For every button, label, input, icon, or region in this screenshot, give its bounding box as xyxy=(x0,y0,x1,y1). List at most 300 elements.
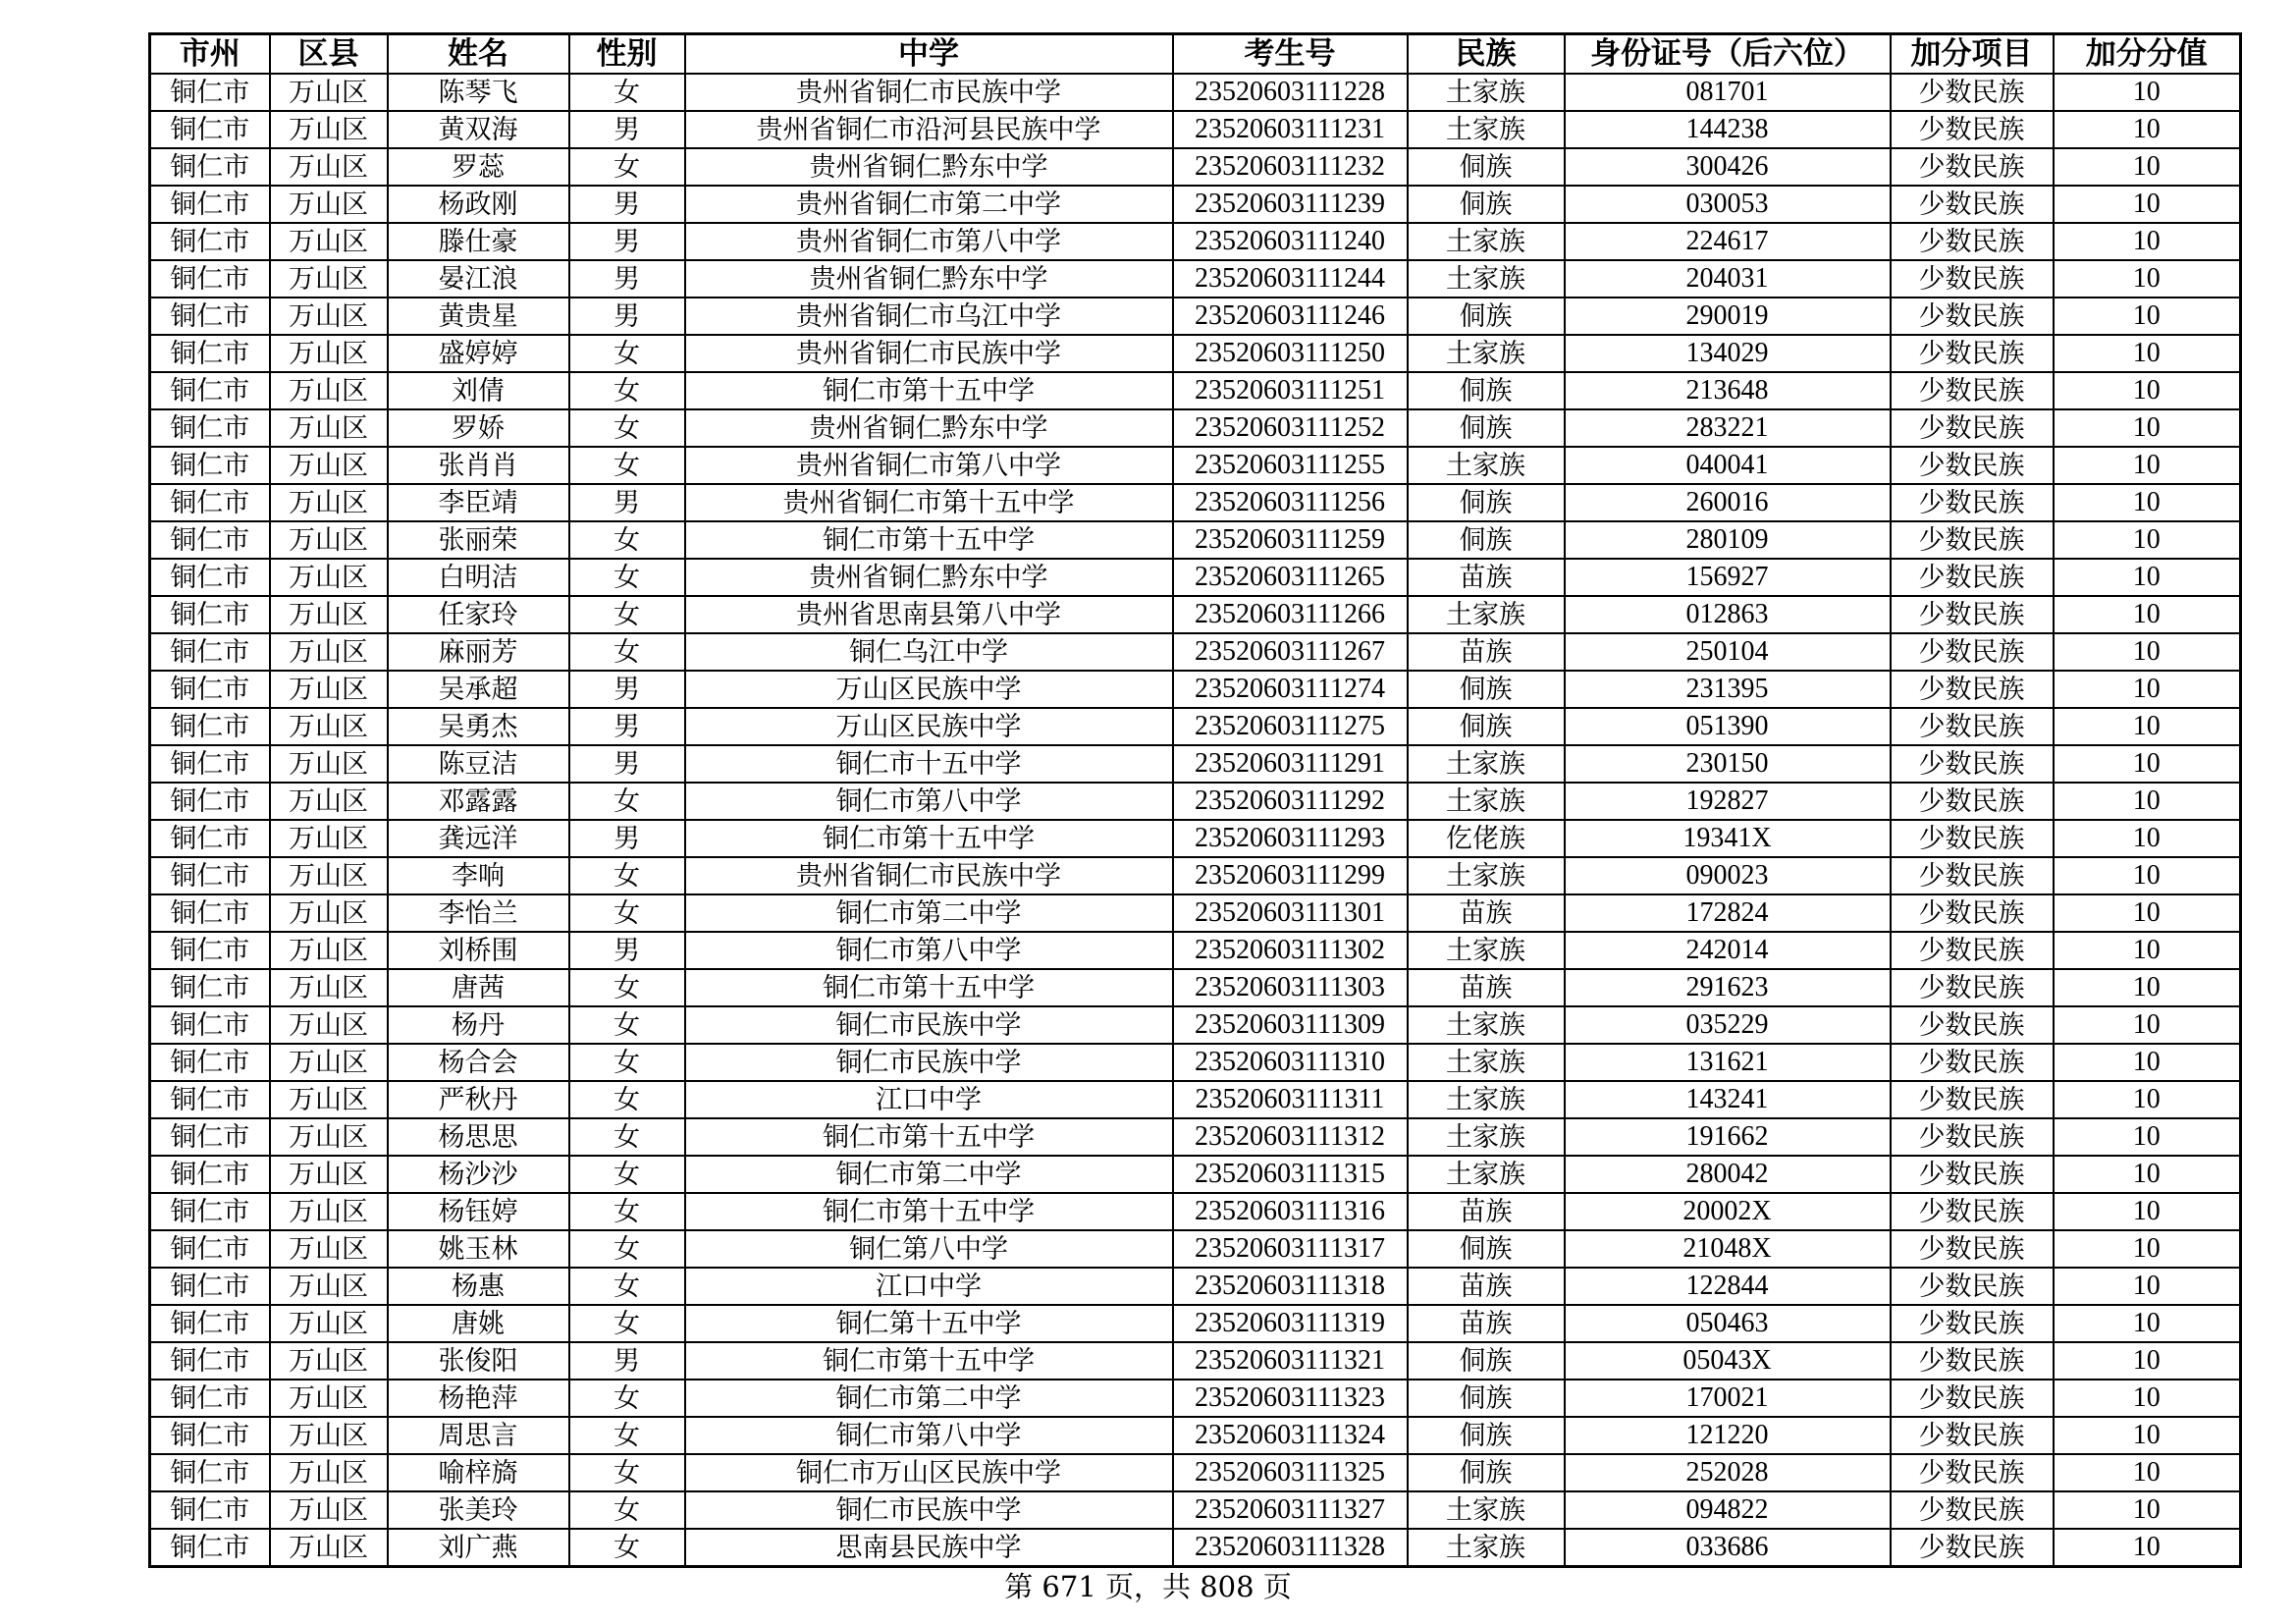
id-suffix-cell: 035229 xyxy=(1565,1006,1891,1044)
table-body xyxy=(150,74,2241,1567)
exam-number-cell: 23520603111311 xyxy=(1173,1081,1408,1118)
gender-cell: 女 xyxy=(569,633,685,671)
name-cell: 罗娇 xyxy=(388,409,569,447)
bonus-value-cell: 10 xyxy=(2054,111,2241,148)
name-cell: 麻丽芳 xyxy=(388,633,569,671)
gender-cell: 女 xyxy=(569,1268,685,1305)
bonus-item-cell: 少数民族 xyxy=(1891,820,2054,857)
id-suffix-cell: 192827 xyxy=(1565,783,1891,820)
school-cell: 铜仁市第十五中学 xyxy=(685,1118,1173,1156)
ethnicity-cell: 侗族 xyxy=(1408,409,1565,447)
school-cell: 贵州省铜仁黔东中学 xyxy=(685,148,1173,186)
ethnicity-cell: 土家族 xyxy=(1408,932,1565,969)
table-row xyxy=(150,1081,2241,1118)
bonus-item-cell: 少数民族 xyxy=(1891,559,2054,596)
ethnicity-cell: 侗族 xyxy=(1408,148,1565,186)
district-cell: 万山区 xyxy=(270,1491,388,1529)
gender-cell: 男 xyxy=(569,745,685,783)
id-suffix-cell: 291623 xyxy=(1565,969,1891,1006)
bonus-item-cell: 少数民族 xyxy=(1891,223,2054,260)
gender-header: 性别 xyxy=(569,34,685,75)
gender-cell: 女 xyxy=(569,969,685,1006)
table-row xyxy=(150,783,2241,820)
id-suffix-cell: 213648 xyxy=(1565,372,1891,409)
bonus-item-cell: 少数民族 xyxy=(1891,1118,2054,1156)
ethnicity-cell: 土家族 xyxy=(1408,1156,1565,1193)
district-cell: 万山区 xyxy=(270,298,388,335)
bonus-item-cell: 少数民族 xyxy=(1891,745,2054,783)
id-suffix-cell: 252028 xyxy=(1565,1454,1891,1491)
id-suffix-cell: 280109 xyxy=(1565,521,1891,559)
gender-cell: 男 xyxy=(569,671,685,708)
bonus-value-cell: 10 xyxy=(2054,335,2241,372)
gender-cell: 女 xyxy=(569,1006,685,1044)
school-cell: 铜仁市第八中学 xyxy=(685,1417,1173,1454)
district-cell: 万山区 xyxy=(270,148,388,186)
city-cell: 铜仁市 xyxy=(150,1230,270,1268)
gender-cell: 女 xyxy=(569,783,685,820)
city-cell: 铜仁市 xyxy=(150,447,270,484)
district-cell: 万山区 xyxy=(270,894,388,932)
city-cell: 铜仁市 xyxy=(150,969,270,1006)
district-cell: 万山区 xyxy=(270,1081,388,1118)
table-row xyxy=(150,596,2241,633)
bonus-value-cell: 10 xyxy=(2054,484,2241,521)
name-cell: 张俊阳 xyxy=(388,1342,569,1380)
bonus-value-cell: 10 xyxy=(2054,633,2241,671)
district-cell: 万山区 xyxy=(270,932,388,969)
gender-cell: 女 xyxy=(569,372,685,409)
gender-cell: 女 xyxy=(569,1193,685,1230)
table-row xyxy=(150,298,2241,335)
exam-number-cell: 23520603111239 xyxy=(1173,186,1408,223)
bonus-item-cell: 少数民族 xyxy=(1891,1230,2054,1268)
name-cell: 严秋丹 xyxy=(388,1081,569,1118)
city-cell: 铜仁市 xyxy=(150,1081,270,1118)
exam-number-cell: 23520603111309 xyxy=(1173,1006,1408,1044)
exam-number-cell: 23520603111265 xyxy=(1173,559,1408,596)
bonus-value-cell: 10 xyxy=(2054,447,2241,484)
table-row xyxy=(150,186,2241,223)
table-row xyxy=(150,409,2241,447)
gender-cell: 女 xyxy=(569,335,685,372)
city-cell: 铜仁市 xyxy=(150,745,270,783)
gender-cell: 男 xyxy=(569,932,685,969)
id-suffix-cell: 230150 xyxy=(1565,745,1891,783)
ethnicity-cell: 土家族 xyxy=(1408,260,1565,298)
district-cell: 万山区 xyxy=(270,559,388,596)
bonus-value-cell: 10 xyxy=(2054,260,2241,298)
name-cell: 杨惠 xyxy=(388,1268,569,1305)
id-suffix-cell: 280042 xyxy=(1565,1156,1891,1193)
city-cell: 铜仁市 xyxy=(150,559,270,596)
table-header-row xyxy=(150,34,2241,75)
bonus-item-cell: 少数民族 xyxy=(1891,1081,2054,1118)
bonus-value-cell: 10 xyxy=(2054,1417,2241,1454)
city-cell: 铜仁市 xyxy=(150,74,270,111)
city-cell: 铜仁市 xyxy=(150,894,270,932)
bonus-value-cell: 10 xyxy=(2054,1491,2241,1529)
gender-cell: 女 xyxy=(569,857,685,894)
bonus-value-header: 加分分值 xyxy=(2054,34,2241,75)
bonus-item-cell: 少数民族 xyxy=(1891,857,2054,894)
district-cell: 万山区 xyxy=(270,1006,388,1044)
exam-number-cell: 23520603111251 xyxy=(1173,372,1408,409)
gender-cell: 男 xyxy=(569,260,685,298)
name-header: 姓名 xyxy=(388,34,569,75)
gender-cell: 女 xyxy=(569,1305,685,1342)
school-cell: 贵州省铜仁市民族中学 xyxy=(685,857,1173,894)
bonus-item-cell: 少数民族 xyxy=(1891,1193,2054,1230)
id-suffix-cell: 050463 xyxy=(1565,1305,1891,1342)
district-cell: 万山区 xyxy=(270,484,388,521)
name-cell: 周思言 xyxy=(388,1417,569,1454)
name-cell: 张肖肖 xyxy=(388,447,569,484)
school-cell: 贵州省铜仁黔东中学 xyxy=(685,559,1173,596)
ethnicity-cell: 土家族 xyxy=(1408,596,1565,633)
bonus-item-cell: 少数民族 xyxy=(1891,671,2054,708)
bonus-value-cell: 10 xyxy=(2054,1044,2241,1081)
city-cell: 铜仁市 xyxy=(150,932,270,969)
exam-number-cell: 23520603111250 xyxy=(1173,335,1408,372)
ethnicity-cell: 土家族 xyxy=(1408,1081,1565,1118)
ethnicity-cell: 苗族 xyxy=(1408,633,1565,671)
ethnicity-cell: 侗族 xyxy=(1408,1380,1565,1417)
school-cell: 贵州省铜仁市民族中学 xyxy=(685,74,1173,111)
district-cell: 万山区 xyxy=(270,74,388,111)
table-row xyxy=(150,1268,2241,1305)
bonus-value-cell: 10 xyxy=(2054,857,2241,894)
ethnicity-cell: 苗族 xyxy=(1408,1193,1565,1230)
district-cell: 万山区 xyxy=(270,969,388,1006)
ethnicity-cell: 侗族 xyxy=(1408,1230,1565,1268)
gender-cell: 男 xyxy=(569,1342,685,1380)
district-cell: 万山区 xyxy=(270,1417,388,1454)
city-cell: 铜仁市 xyxy=(150,521,270,559)
bonus-item-cell: 少数民族 xyxy=(1891,1342,2054,1380)
city-cell: 铜仁市 xyxy=(150,111,270,148)
bonus-item-cell: 少数民族 xyxy=(1891,633,2054,671)
school-cell: 铜仁市第八中学 xyxy=(685,783,1173,820)
district-cell: 万山区 xyxy=(270,1118,388,1156)
exam-number-cell: 23520603111319 xyxy=(1173,1305,1408,1342)
id-suffix-cell: 260016 xyxy=(1565,484,1891,521)
bonus-value-cell: 10 xyxy=(2054,559,2241,596)
bonus-item-cell: 少数民族 xyxy=(1891,521,2054,559)
bonus-item-cell: 少数民族 xyxy=(1891,932,2054,969)
district-cell: 万山区 xyxy=(270,521,388,559)
gender-cell: 女 xyxy=(569,1529,685,1567)
name-cell: 吴承超 xyxy=(388,671,569,708)
city-cell: 铜仁市 xyxy=(150,484,270,521)
name-cell: 刘桥围 xyxy=(388,932,569,969)
table-row xyxy=(150,1006,2241,1044)
city-cell: 铜仁市 xyxy=(150,298,270,335)
table-row xyxy=(150,969,2241,1006)
id-suffix-cell: 144238 xyxy=(1565,111,1891,148)
gender-cell: 女 xyxy=(569,1118,685,1156)
bonus-value-cell: 10 xyxy=(2054,148,2241,186)
name-cell: 黄贵星 xyxy=(388,298,569,335)
ethnicity-header: 民族 xyxy=(1408,34,1565,75)
city-cell: 铜仁市 xyxy=(150,708,270,745)
city-cell: 铜仁市 xyxy=(150,1342,270,1380)
school-cell: 铜仁市民族中学 xyxy=(685,1044,1173,1081)
district-cell: 万山区 xyxy=(270,1342,388,1380)
ethnicity-cell: 苗族 xyxy=(1408,559,1565,596)
exam-number-cell: 23520603111244 xyxy=(1173,260,1408,298)
school-cell: 万山区民族中学 xyxy=(685,708,1173,745)
bonus-item-cell: 少数民族 xyxy=(1891,74,2054,111)
bonus-value-cell: 10 xyxy=(2054,969,2241,1006)
id-suffix-cell: 121220 xyxy=(1565,1417,1891,1454)
id-suffix-cell: 040041 xyxy=(1565,447,1891,484)
ethnicity-cell: 侗族 xyxy=(1408,186,1565,223)
school-cell: 贵州省思南县第八中学 xyxy=(685,596,1173,633)
school-cell: 铜仁市第二中学 xyxy=(685,1156,1173,1193)
bonus-item-cell: 少数民族 xyxy=(1891,447,2054,484)
exam-number-cell: 23520603111232 xyxy=(1173,148,1408,186)
exam-number-cell: 23520603111318 xyxy=(1173,1268,1408,1305)
ethnicity-cell: 土家族 xyxy=(1408,1529,1565,1567)
bonus-value-cell: 10 xyxy=(2054,521,2241,559)
name-cell: 刘广燕 xyxy=(388,1529,569,1567)
id-suffix-cell: 134029 xyxy=(1565,335,1891,372)
name-cell: 晏江浪 xyxy=(388,260,569,298)
school-cell: 贵州省铜仁市第八中学 xyxy=(685,447,1173,484)
ethnicity-cell: 侗族 xyxy=(1408,1417,1565,1454)
bonus-value-cell: 10 xyxy=(2054,1156,2241,1193)
exam-number-cell: 23520603111267 xyxy=(1173,633,1408,671)
district-cell: 万山区 xyxy=(270,111,388,148)
id-suffix-cell: 170021 xyxy=(1565,1380,1891,1417)
city-cell: 铜仁市 xyxy=(150,820,270,857)
name-cell: 杨沙沙 xyxy=(388,1156,569,1193)
name-cell: 陈琴飞 xyxy=(388,74,569,111)
name-cell: 张丽荣 xyxy=(388,521,569,559)
city-cell: 铜仁市 xyxy=(150,596,270,633)
exam-number-cell: 23520603111323 xyxy=(1173,1380,1408,1417)
bonus-value-cell: 10 xyxy=(2054,820,2241,857)
bonus-item-cell: 少数民族 xyxy=(1891,409,2054,447)
bonus-value-cell: 10 xyxy=(2054,1268,2241,1305)
exam-number-cell: 23520603111302 xyxy=(1173,932,1408,969)
exam-number-cell: 23520603111292 xyxy=(1173,783,1408,820)
gender-cell: 女 xyxy=(569,447,685,484)
table-row xyxy=(150,223,2241,260)
school-cell: 万山区民族中学 xyxy=(685,671,1173,708)
id-suffix-cell: 290019 xyxy=(1565,298,1891,335)
city-cell: 铜仁市 xyxy=(150,1006,270,1044)
name-cell: 杨钰婷 xyxy=(388,1193,569,1230)
exam-number-cell: 23520603111325 xyxy=(1173,1454,1408,1491)
id-suffix-cell: 094822 xyxy=(1565,1491,1891,1529)
bonus-value-cell: 10 xyxy=(2054,745,2241,783)
gender-cell: 女 xyxy=(569,1454,685,1491)
bonus-item-cell: 少数民族 xyxy=(1891,1529,2054,1567)
exam-number-header: 考生号 xyxy=(1173,34,1408,75)
ethnicity-cell: 土家族 xyxy=(1408,783,1565,820)
district-cell: 万山区 xyxy=(270,633,388,671)
school-cell: 江口中学 xyxy=(685,1081,1173,1118)
ethnicity-cell: 侗族 xyxy=(1408,671,1565,708)
name-cell: 姚玉林 xyxy=(388,1230,569,1268)
school-cell: 铜仁市民族中学 xyxy=(685,1491,1173,1529)
bonus-item-cell: 少数民族 xyxy=(1891,1268,2054,1305)
city-cell: 铜仁市 xyxy=(150,1156,270,1193)
gender-cell: 女 xyxy=(569,1380,685,1417)
school-cell: 铜仁市第十五中学 xyxy=(685,372,1173,409)
table-row xyxy=(150,1305,2241,1342)
exam-number-cell: 23520603111324 xyxy=(1173,1417,1408,1454)
gender-cell: 女 xyxy=(569,596,685,633)
school-cell: 贵州省铜仁市乌江中学 xyxy=(685,298,1173,335)
id-suffix-cell: 081701 xyxy=(1565,74,1891,111)
bonus-value-cell: 10 xyxy=(2054,298,2241,335)
district-cell: 万山区 xyxy=(270,783,388,820)
bonus-item-cell: 少数民族 xyxy=(1891,111,2054,148)
ethnicity-cell: 侗族 xyxy=(1408,708,1565,745)
table-row xyxy=(150,671,2241,708)
bonus-item-cell: 少数民族 xyxy=(1891,186,2054,223)
city-cell: 铜仁市 xyxy=(150,260,270,298)
id-suffix-cell: 156927 xyxy=(1565,559,1891,596)
bonus-item-cell: 少数民族 xyxy=(1891,1417,2054,1454)
exam-number-cell: 23520603111259 xyxy=(1173,521,1408,559)
gender-cell: 女 xyxy=(569,1156,685,1193)
bonus-item-cell: 少数民族 xyxy=(1891,894,2054,932)
table-row xyxy=(150,148,2241,186)
bonus-value-cell: 10 xyxy=(2054,223,2241,260)
exam-number-cell: 23520603111312 xyxy=(1173,1118,1408,1156)
gender-cell: 男 xyxy=(569,820,685,857)
school-cell: 贵州省铜仁黔东中学 xyxy=(685,260,1173,298)
table-row xyxy=(150,1044,2241,1081)
name-cell: 白明洁 xyxy=(388,559,569,596)
district-cell: 万山区 xyxy=(270,1156,388,1193)
bonus-item-cell: 少数民族 xyxy=(1891,1380,2054,1417)
page-footer: 第 671 页，共 808 页 xyxy=(1004,1570,1292,1603)
district-cell: 万山区 xyxy=(270,1268,388,1305)
name-cell: 李响 xyxy=(388,857,569,894)
ethnicity-cell: 土家族 xyxy=(1408,1118,1565,1156)
bonus-value-cell: 10 xyxy=(2054,932,2241,969)
ethnicity-cell: 土家族 xyxy=(1408,745,1565,783)
exam-number-cell: 23520603111315 xyxy=(1173,1156,1408,1193)
district-cell: 万山区 xyxy=(270,596,388,633)
bonus-value-cell: 10 xyxy=(2054,1118,2241,1156)
id-suffix-cell: 20002X xyxy=(1565,1193,1891,1230)
table-row xyxy=(150,1454,2241,1491)
school-cell: 思南县民族中学 xyxy=(685,1529,1173,1567)
name-cell: 罗蕊 xyxy=(388,148,569,186)
bonus-item-cell: 少数民族 xyxy=(1891,1006,2054,1044)
district-cell: 万山区 xyxy=(270,1454,388,1491)
city-cell: 铜仁市 xyxy=(150,633,270,671)
district-cell: 万山区 xyxy=(270,745,388,783)
exam-number-cell: 23520603111301 xyxy=(1173,894,1408,932)
ethnicity-cell: 土家族 xyxy=(1408,111,1565,148)
city-cell: 铜仁市 xyxy=(150,1193,270,1230)
id-suffix-cell: 19341X xyxy=(1565,820,1891,857)
id-suffix-cell: 033686 xyxy=(1565,1529,1891,1567)
gender-cell: 女 xyxy=(569,148,685,186)
name-cell: 任家玲 xyxy=(388,596,569,633)
ethnicity-cell: 土家族 xyxy=(1408,1006,1565,1044)
gender-cell: 女 xyxy=(569,559,685,596)
table-row xyxy=(150,745,2241,783)
district-cell: 万山区 xyxy=(270,447,388,484)
id-suffix-cell: 131621 xyxy=(1565,1044,1891,1081)
table-row xyxy=(150,372,2241,409)
exam-number-cell: 23520603111228 xyxy=(1173,74,1408,111)
school-cell: 贵州省铜仁市第二中学 xyxy=(685,186,1173,223)
exam-number-cell: 23520603111246 xyxy=(1173,298,1408,335)
table-row xyxy=(150,335,2241,372)
id-suffix-cell: 250104 xyxy=(1565,633,1891,671)
school-cell: 铜仁第八中学 xyxy=(685,1230,1173,1268)
exam-number-cell: 23520603111266 xyxy=(1173,596,1408,633)
ethnicity-cell: 苗族 xyxy=(1408,1305,1565,1342)
city-cell: 铜仁市 xyxy=(150,148,270,186)
gender-cell: 女 xyxy=(569,409,685,447)
city-header: 市州 xyxy=(150,34,270,75)
bonus-item-cell: 少数民族 xyxy=(1891,708,2054,745)
table-row xyxy=(150,820,2241,857)
exam-number-cell: 23520603111256 xyxy=(1173,484,1408,521)
exam-number-cell: 23520603111255 xyxy=(1173,447,1408,484)
school-cell: 贵州省铜仁市沿河县民族中学 xyxy=(685,111,1173,148)
school-header: 中学 xyxy=(685,34,1173,75)
name-cell: 杨艳萍 xyxy=(388,1380,569,1417)
district-cell: 万山区 xyxy=(270,335,388,372)
name-cell: 盛婷婷 xyxy=(388,335,569,372)
exam-number-cell: 23520603111310 xyxy=(1173,1044,1408,1081)
city-cell: 铜仁市 xyxy=(150,1454,270,1491)
exam-number-cell: 23520603111317 xyxy=(1173,1230,1408,1268)
bonus-value-cell: 10 xyxy=(2054,1342,2241,1380)
id-suffix-cell: 143241 xyxy=(1565,1081,1891,1118)
name-cell: 杨合会 xyxy=(388,1044,569,1081)
exam-number-cell: 23520603111316 xyxy=(1173,1193,1408,1230)
bonus-item-cell: 少数民族 xyxy=(1891,335,2054,372)
table-row xyxy=(150,932,2241,969)
district-cell: 万山区 xyxy=(270,409,388,447)
district-cell: 万山区 xyxy=(270,1230,388,1268)
school-cell: 铜仁市第十五中学 xyxy=(685,1342,1173,1380)
bonus-value-cell: 10 xyxy=(2054,708,2241,745)
city-cell: 铜仁市 xyxy=(150,783,270,820)
name-cell: 邓露露 xyxy=(388,783,569,820)
bonus-item-cell: 少数民族 xyxy=(1891,260,2054,298)
table-row xyxy=(150,484,2241,521)
name-cell: 杨思思 xyxy=(388,1118,569,1156)
bonus-item-cell: 少数民族 xyxy=(1891,1305,2054,1342)
gender-cell: 男 xyxy=(569,484,685,521)
city-cell: 铜仁市 xyxy=(150,671,270,708)
bonus-item-cell: 少数民族 xyxy=(1891,596,2054,633)
city-cell: 铜仁市 xyxy=(150,1491,270,1529)
school-cell: 铜仁市第十五中学 xyxy=(685,521,1173,559)
name-cell: 黄双海 xyxy=(388,111,569,148)
table-row xyxy=(150,74,2241,111)
id-suffix-cell: 030053 xyxy=(1565,186,1891,223)
school-cell: 铜仁市第十五中学 xyxy=(685,1193,1173,1230)
school-cell: 铜仁第十五中学 xyxy=(685,1305,1173,1342)
bonus-value-cell: 10 xyxy=(2054,74,2241,111)
exam-number-cell: 23520603111303 xyxy=(1173,969,1408,1006)
bonus-value-cell: 10 xyxy=(2054,372,2241,409)
